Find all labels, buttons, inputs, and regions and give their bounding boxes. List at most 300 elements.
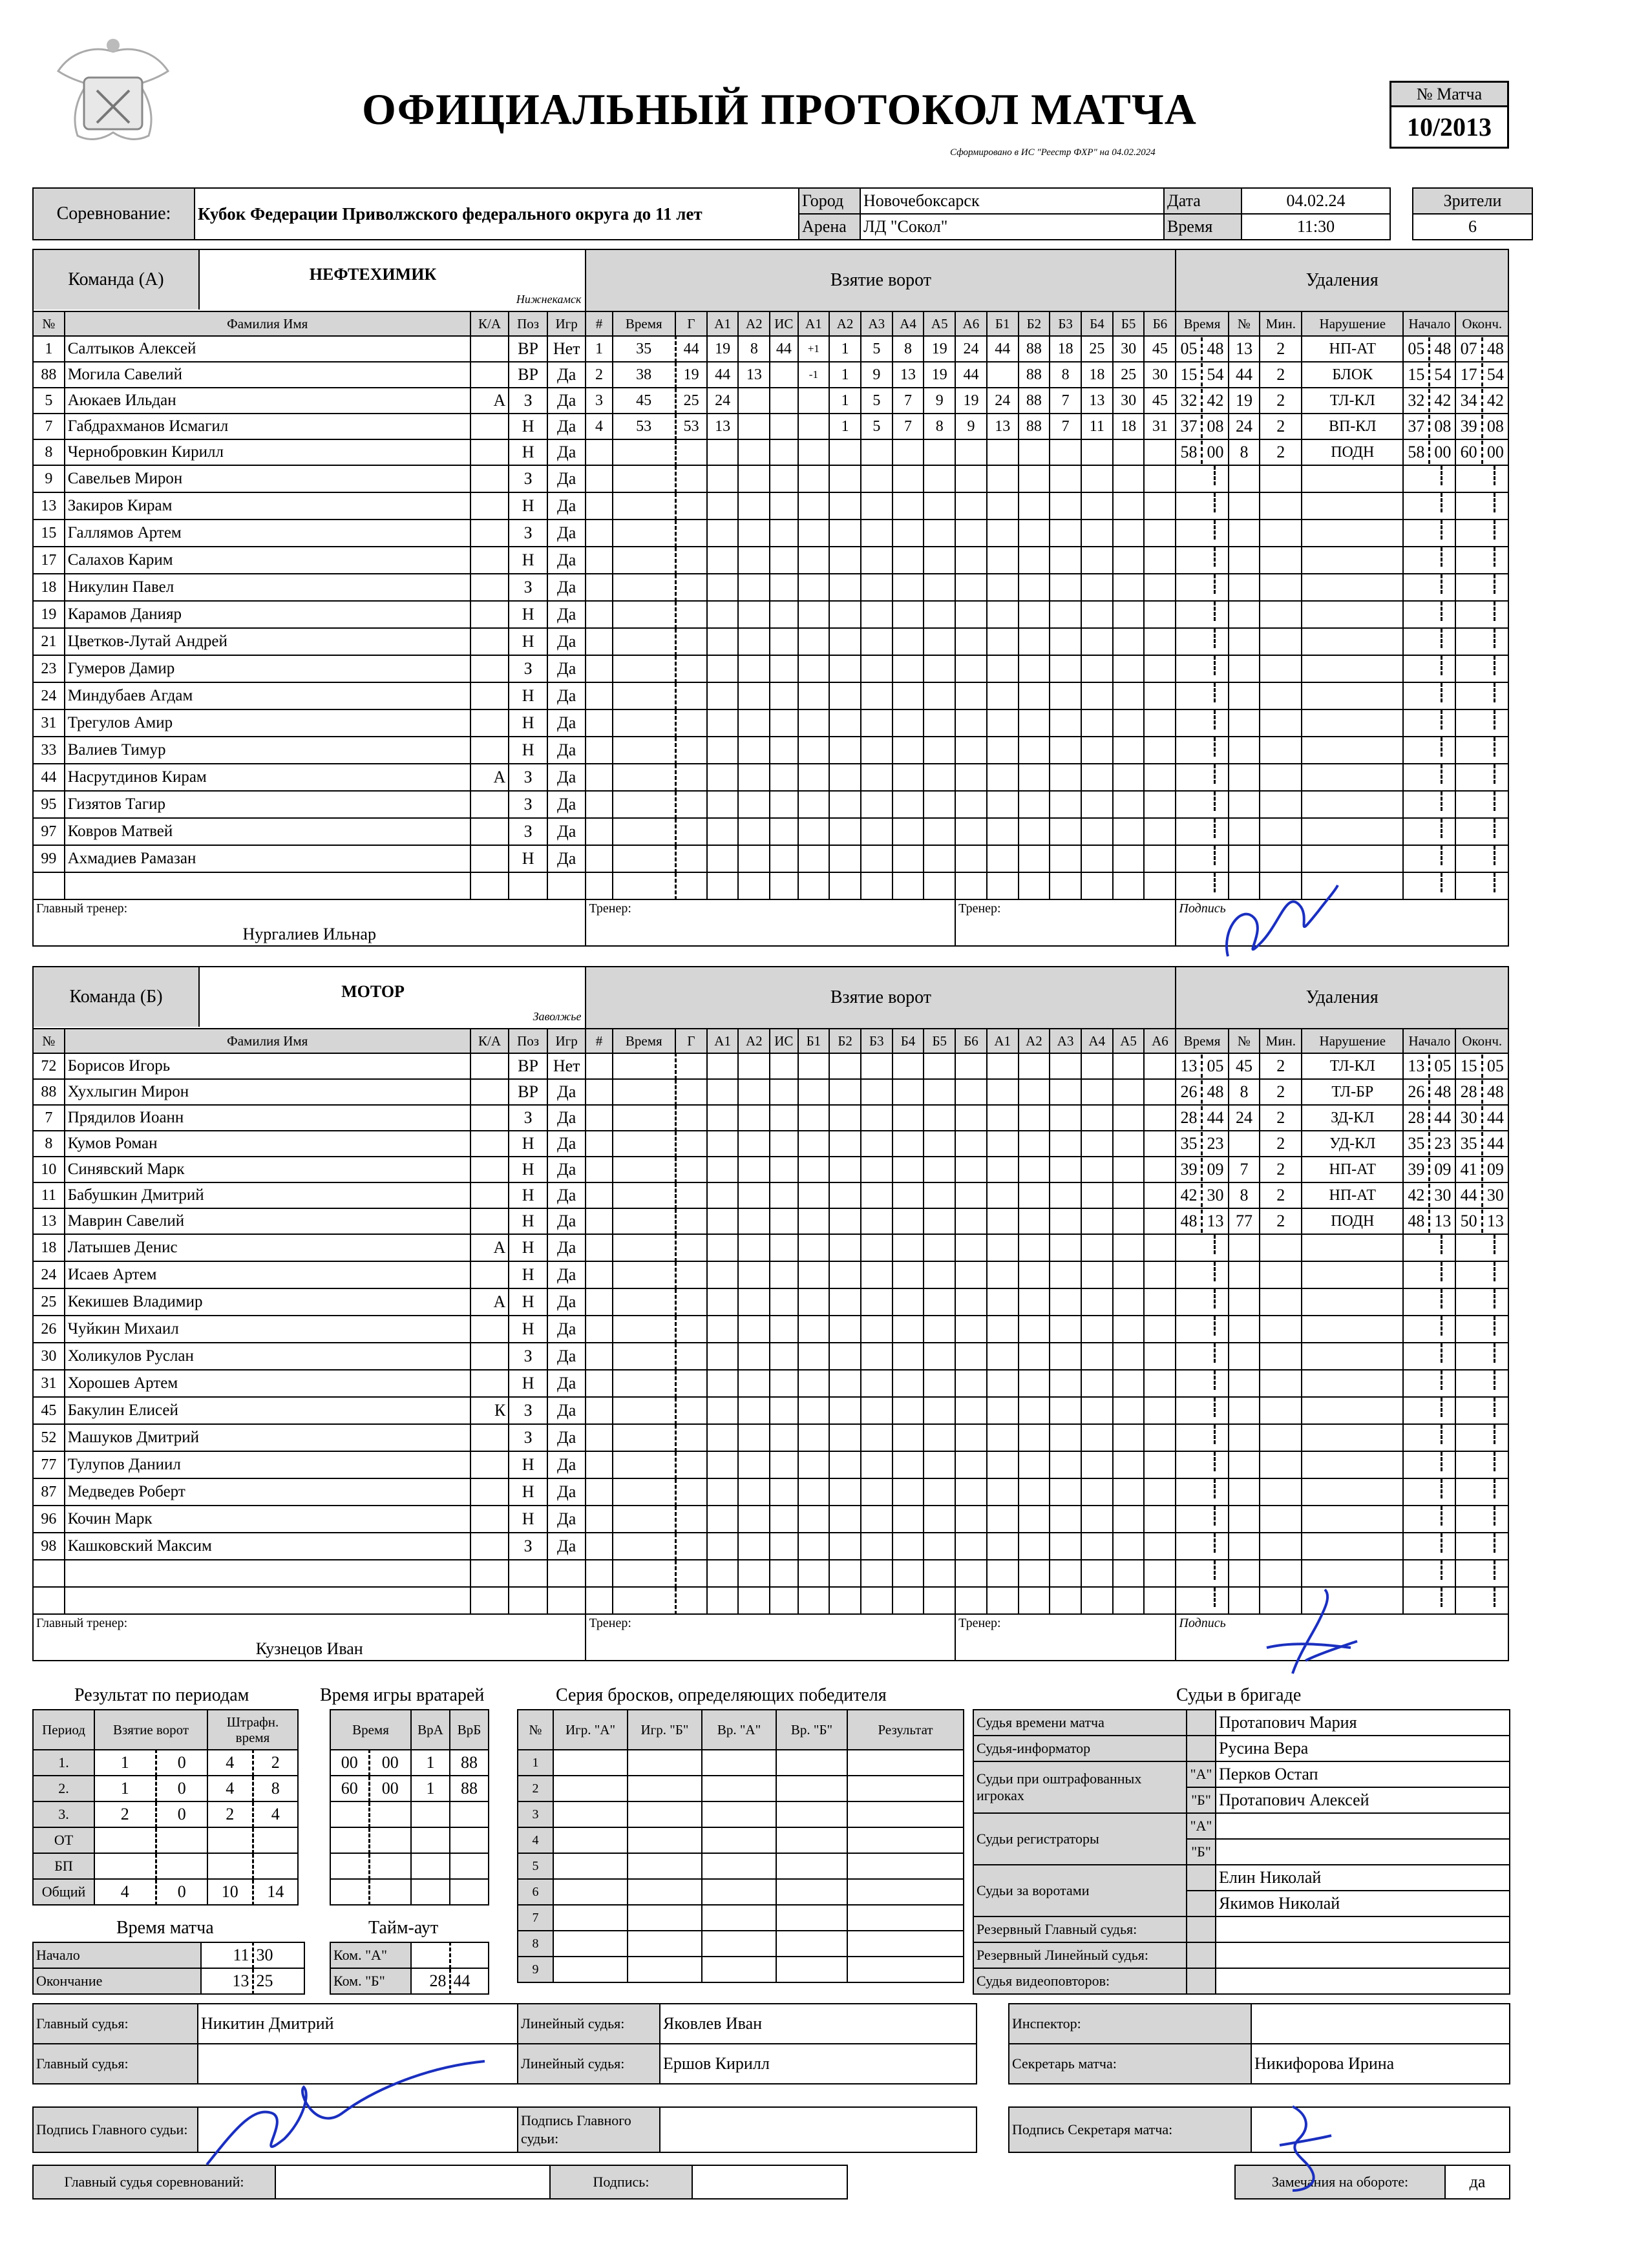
penalty-infraction [1302, 1478, 1403, 1506]
match-number-box [1389, 81, 1509, 149]
penalty-player [1229, 1131, 1260, 1157]
penalty-player [1229, 1533, 1260, 1560]
official-name [1216, 1813, 1510, 1839]
penalty-player: 24 [1229, 414, 1260, 439]
teamA-coach-label-1: Тренер: [589, 901, 631, 916]
period-value [156, 1827, 207, 1853]
official-role: Судья видеоповторов: [973, 1968, 1187, 1994]
penalty-time [1176, 1208, 1228, 1234]
penalty-end-sec: 44 [1486, 1108, 1504, 1127]
player-captain [470, 1533, 509, 1560]
player-number: 7 [33, 414, 65, 439]
penalty-infraction [1302, 655, 1403, 682]
penalty-time [1176, 1261, 1228, 1288]
teamA-h-col_b1: Б2 [1019, 311, 1050, 336]
penalty-start [1403, 1079, 1455, 1105]
player-number: 87 [33, 1478, 65, 1506]
shootout-row [518, 1853, 964, 1879]
penalty-minutes [1260, 574, 1302, 601]
teamB-h-pos: Поз [509, 1029, 547, 1053]
penalty-minutes: 2 [1260, 1053, 1302, 1079]
player-captain [470, 1105, 509, 1131]
penalty-player [1229, 1397, 1260, 1424]
table-row [33, 1506, 1508, 1533]
penalty-end [1455, 1157, 1508, 1182]
penalty-infraction: ВП-КЛ [1302, 414, 1403, 439]
penalty-end [1455, 520, 1508, 547]
penalty-minutes [1260, 709, 1302, 737]
matchtime-title: Время матча [116, 1918, 214, 1938]
penalty-end-min: 39 [1457, 415, 1483, 438]
penalty-time-min: 26 [1176, 1080, 1203, 1104]
goalie-row [330, 1853, 489, 1879]
player-captain [470, 791, 509, 818]
penalty-start [1403, 1157, 1455, 1182]
penalty-minutes: 2 [1260, 362, 1302, 388]
table-row [33, 1343, 1508, 1370]
penalty-end [1455, 1234, 1508, 1261]
penalty-start [1403, 601, 1455, 628]
goal-cell: 53 [675, 414, 707, 439]
penalty-start [1403, 845, 1455, 872]
penalty-time [1176, 1533, 1228, 1560]
teamB-head-coach: Кузнецов Иван [255, 1639, 363, 1658]
penalty-start [1403, 465, 1455, 492]
teamA-penalties-title: Удаления [1176, 249, 1508, 311]
player-position: Н [509, 1234, 547, 1261]
player-plays: Да [547, 388, 586, 414]
penalty-time [1176, 1234, 1228, 1261]
player-plays: Да [547, 628, 586, 655]
penalty-start [1403, 1288, 1455, 1316]
penalty-time-sec: 09 [1207, 1160, 1224, 1179]
penalty-player [1229, 682, 1260, 709]
penalty-start-min: 13 [1404, 1055, 1430, 1078]
city-label: Город [799, 188, 860, 214]
player-name: Маврин Савелий [65, 1208, 470, 1234]
player-plays: Да [547, 1478, 586, 1506]
period-label: 3. [33, 1801, 94, 1827]
player-name: Хухлыгин Мирон [65, 1079, 470, 1105]
teamB-head-coach-label: Главный тренер: [36, 1616, 128, 1630]
player-plays: Да [547, 1533, 586, 1560]
player-number: 99 [33, 845, 65, 872]
penalty-minutes [1260, 547, 1302, 574]
player-plays: Да [547, 1397, 586, 1424]
penalty-start [1403, 1053, 1455, 1079]
player-plays: Да [547, 1079, 586, 1105]
goalies-title: Время игры вратарей [320, 1685, 485, 1705]
period-row [33, 1750, 298, 1776]
competition-label: Соревнование: [33, 188, 195, 240]
teamA-h-pen_time: Время [1176, 311, 1228, 336]
goalie-value: 00 [369, 1776, 411, 1801]
penalty-player: 45 [1229, 1053, 1260, 1079]
shootout-header: Игр. "Б" [628, 1710, 702, 1750]
penalty-time [1176, 791, 1228, 818]
player-name: Карамов Данияр [65, 601, 470, 628]
penalty-player [1229, 1234, 1260, 1261]
penalty-start [1403, 628, 1455, 655]
goal-cell: 31 [1144, 414, 1176, 439]
player-name: Борисов Игорь [65, 1053, 470, 1079]
goalie-row [330, 1879, 489, 1905]
player-number: 9 [33, 465, 65, 492]
shootout-row [518, 1905, 964, 1931]
penalty-time [1176, 682, 1228, 709]
player-number: 13 [33, 492, 65, 520]
goalie-row [330, 1801, 489, 1827]
period-label: 1. [33, 1750, 94, 1776]
coach-a-signature [1215, 866, 1344, 969]
penalty-time [1176, 601, 1228, 628]
penalty-time-min: 13 [1176, 1055, 1203, 1078]
goal-cell: 7 [1050, 414, 1081, 439]
player-number: 1 [33, 336, 65, 362]
goal-cell: 88 [1019, 388, 1050, 414]
table-row [33, 1451, 1508, 1478]
teamA-h-col_a1: А2 [829, 311, 861, 336]
penalty-start-min: 35 [1404, 1132, 1430, 1155]
player-number: 88 [33, 362, 65, 388]
penalty-player [1229, 1370, 1260, 1397]
city: Новочебоксарск [860, 188, 1164, 214]
penalty-end [1455, 1424, 1508, 1451]
table-row [33, 601, 1508, 628]
penalty-end [1455, 1182, 1508, 1208]
table-row [33, 709, 1508, 737]
player-captain [470, 655, 509, 682]
player-captain [470, 709, 509, 737]
player-captain [470, 547, 509, 574]
penalty-minutes: 2 [1260, 1157, 1302, 1182]
table-row [33, 737, 1508, 764]
teamA-h-col_b2: Б3 [1050, 311, 1081, 336]
penalty-infraction [1302, 492, 1403, 520]
penalty-infraction: ПОДН [1302, 439, 1403, 465]
penalty-end-sec: 30 [1486, 1186, 1504, 1204]
goal-cell: 5 [861, 336, 893, 362]
official-role: Судьи регистраторы [973, 1813, 1187, 1865]
penalty-start-sec: 48 [1434, 1082, 1452, 1101]
teamB-h-pen_no: № [1229, 1029, 1260, 1053]
player-number: 95 [33, 791, 65, 818]
spectators-label: Зрители [1413, 188, 1532, 214]
official-row [973, 1942, 1510, 1968]
team-b-section [32, 966, 1509, 1677]
period-value: 8 [253, 1776, 298, 1801]
player-name: Могила Савелий [65, 362, 470, 388]
penalty-start-min: 39 [1404, 1158, 1430, 1181]
goalie-value: 1 [411, 1750, 450, 1776]
player-position: З [509, 764, 547, 791]
penalty-infraction [1302, 574, 1403, 601]
shootout-row [518, 1931, 964, 1957]
penalty-end [1455, 492, 1508, 520]
goal-cell: 13 [987, 414, 1019, 439]
teamB-h-col_a1: А1 [707, 1029, 739, 1053]
penalty-minutes [1260, 764, 1302, 791]
official-side [1187, 1710, 1216, 1736]
teamB-h-ka: К/А [470, 1029, 509, 1053]
penalty-time [1176, 1560, 1228, 1587]
table-row [33, 1131, 1508, 1157]
penalty-end [1455, 1560, 1508, 1587]
official-row [973, 1813, 1510, 1839]
line-ref-label-1: Линейный судья: [518, 2004, 660, 2044]
sig-label: Подпись: [550, 2165, 692, 2199]
player-name: Закиров Кирам [65, 492, 470, 520]
goalie-value: 88 [450, 1750, 489, 1776]
penalty-time [1176, 362, 1228, 388]
teamB-h-name: Фамилия Имя [65, 1029, 470, 1053]
player-position: З [509, 465, 547, 492]
penalty-time [1176, 574, 1228, 601]
player-position: Н [509, 1182, 547, 1208]
goal-cell: 30 [1144, 362, 1176, 388]
goal-cell: 45 [1144, 336, 1176, 362]
period-label: БП [33, 1853, 94, 1879]
goal-cell: 9 [861, 362, 893, 388]
player-plays: Да [547, 1182, 586, 1208]
player-name: Чуйкин Михаил [65, 1316, 470, 1343]
official-row [973, 1761, 1510, 1787]
shootout-row [518, 1827, 964, 1853]
goal-cell: 2 [586, 362, 612, 388]
player-position: Н [509, 1506, 547, 1533]
penalty-start-min: 05 [1404, 337, 1430, 361]
player-captain [470, 439, 509, 465]
penalty-player [1229, 764, 1260, 791]
period-value: 4 [253, 1801, 298, 1827]
inspector [1251, 2004, 1510, 2044]
period-row [33, 1879, 298, 1905]
table-row [33, 1316, 1508, 1343]
penalty-infraction [1302, 1234, 1403, 1261]
penalty-time-min: 28 [1176, 1106, 1203, 1129]
player-number: 23 [33, 655, 65, 682]
period-value [253, 1853, 298, 1879]
player-captain [470, 737, 509, 764]
penalty-player: 8 [1229, 1079, 1260, 1105]
penalty-start [1403, 1208, 1455, 1234]
period-row [33, 1853, 298, 1879]
penalty-time [1176, 414, 1228, 439]
player-number: 31 [33, 709, 65, 737]
table-row [33, 655, 1508, 682]
penalty-time [1176, 1506, 1228, 1533]
player-plays: Да [547, 601, 586, 628]
penalty-start [1403, 682, 1455, 709]
penalty-start [1403, 1261, 1455, 1288]
teamA-h-col_b5: Б6 [1144, 311, 1176, 336]
penalty-end [1455, 439, 1508, 465]
official-side: "Б" [1187, 1839, 1216, 1865]
goal-cell: 35 [613, 336, 675, 362]
shootout-row [518, 1879, 964, 1905]
penalty-minutes [1260, 818, 1302, 845]
penalty-end [1455, 764, 1508, 791]
penalty-time [1176, 1288, 1228, 1316]
player-captain [470, 1079, 509, 1105]
penalty-infraction [1302, 1370, 1403, 1397]
coach-b-signature [1254, 1583, 1370, 1680]
player-number: 11 [33, 1182, 65, 1208]
goal-cell: 19 [707, 336, 739, 362]
penalty-infraction [1302, 1288, 1403, 1316]
penalty-time [1176, 709, 1228, 737]
penalty-start [1403, 1397, 1455, 1424]
penalty-minutes [1260, 1370, 1302, 1397]
main-ref-label-2: Главный судья: [33, 2044, 198, 2084]
penalty-end [1455, 1397, 1508, 1424]
player-plays: Да [547, 1157, 586, 1182]
goal-cell: 4 [586, 414, 612, 439]
player-number: 18 [33, 1234, 65, 1261]
player-name: Прядилов Иоанн [65, 1105, 470, 1131]
player-number: 98 [33, 1533, 65, 1560]
table-row [33, 1182, 1508, 1208]
player-plays: Нет [547, 336, 586, 362]
penalty-end-sec: 48 [1486, 339, 1504, 358]
penalty-time [1176, 1451, 1228, 1478]
penalty-start-sec: 05 [1434, 1056, 1452, 1075]
player-position: Н [509, 1370, 547, 1397]
period-value: 0 [156, 1879, 207, 1905]
penalty-end-min: 15 [1457, 1055, 1483, 1078]
penalty-end-min: 30 [1457, 1106, 1483, 1129]
penalty-start [1403, 1424, 1455, 1451]
goalie-value: 88 [450, 1776, 489, 1801]
period-value [253, 1827, 298, 1853]
table-row [33, 492, 1508, 520]
period-value [94, 1853, 156, 1879]
penalty-end [1455, 791, 1508, 818]
teamA-h-col_b4: Б5 [1113, 311, 1145, 336]
player-position: ВР [509, 336, 547, 362]
teamB-h-play: Игр [547, 1029, 586, 1053]
teamA-h-col_a1: А1 [707, 311, 739, 336]
official-name: Протапович Мария [1216, 1710, 1510, 1736]
player-plays: Да [547, 1261, 586, 1288]
official-row [973, 1736, 1510, 1761]
teamA-name: НЕФТЕХИМИК [309, 265, 437, 284]
date: 04.02.24 [1241, 188, 1390, 214]
penalty-time [1176, 1053, 1228, 1079]
player-number: 8 [33, 439, 65, 465]
player-name: Ахмадиев Рамазан [65, 845, 470, 872]
player-plays: Да [547, 1288, 586, 1316]
goal-cell: 13 [893, 362, 924, 388]
period-label: Общий [33, 1879, 94, 1905]
goalie-row [330, 1827, 489, 1853]
player-name: Аюкаев Ильдан [65, 388, 470, 414]
player-plays: Да [547, 1316, 586, 1343]
player-number: 26 [33, 1316, 65, 1343]
player-position: З [509, 388, 547, 414]
penalty-end-min: 44 [1457, 1184, 1483, 1207]
competition-name: Кубок Федерации Приволжского федерального округа до 11 лет [195, 188, 799, 240]
line-ref-label-2: Линейный судья: [518, 2044, 660, 2084]
teamA-h-col_a3: А4 [893, 311, 924, 336]
teamB-h-col_a3: А4 [1081, 1029, 1113, 1053]
penalty-player [1229, 601, 1260, 628]
table-row [33, 1079, 1508, 1105]
penalty-end [1455, 737, 1508, 764]
penalty-time [1176, 1316, 1228, 1343]
teamB-h-col_b1: Б2 [829, 1029, 861, 1053]
table-row [33, 818, 1508, 845]
penalty-infraction [1302, 601, 1403, 628]
penalty-infraction [1302, 791, 1403, 818]
period-value: 2 [207, 1801, 253, 1827]
player-name: Синявский Марк [65, 1157, 470, 1182]
penalty-start [1403, 1478, 1455, 1506]
player-name: Цветков-Лутай Андрей [65, 628, 470, 655]
penalty-time-min: 48 [1176, 1210, 1203, 1233]
penalty-time [1176, 818, 1228, 845]
goal-cell: 13 [1081, 388, 1113, 414]
penalty-infraction: ТЛ-КЛ [1302, 388, 1403, 414]
shootout-header: Результат [847, 1710, 964, 1750]
penalty-time-min: 05 [1176, 337, 1203, 361]
player-captain [470, 336, 509, 362]
penalty-infraction [1302, 682, 1403, 709]
player-number: 18 [33, 574, 65, 601]
penalty-infraction [1302, 1316, 1403, 1343]
penalty-start [1403, 1131, 1455, 1157]
table-row [33, 1208, 1508, 1234]
official-side [1187, 1865, 1216, 1891]
officials-table [973, 1709, 1510, 1995]
player-position: Н [509, 601, 547, 628]
player-position: З [509, 818, 547, 845]
player-number: 77 [33, 1451, 65, 1478]
player-position: Н [509, 737, 547, 764]
player-plays: Да [547, 1105, 586, 1131]
penalty-end [1455, 655, 1508, 682]
player-name: Никулин Павел [65, 574, 470, 601]
penalty-player [1229, 791, 1260, 818]
period-value: 2 [253, 1750, 298, 1776]
player-number: 5 [33, 388, 65, 414]
player-captain [470, 1053, 509, 1079]
penalty-infraction [1302, 764, 1403, 791]
goal-cell: 5 [861, 414, 893, 439]
periods-table [32, 1709, 299, 1906]
penalty-start [1403, 520, 1455, 547]
player-name: Ковров Матвей [65, 818, 470, 845]
player-captain [470, 1208, 509, 1234]
player-position: Н [509, 628, 547, 655]
player-number: 7 [33, 1105, 65, 1131]
player-captain [470, 574, 509, 601]
teamA-h-pen_min: Мин. [1260, 311, 1302, 336]
penalty-minutes [1260, 1478, 1302, 1506]
teamB-coach-label-1: Тренер: [589, 1616, 631, 1630]
player-position: Н [509, 547, 547, 574]
table-row [33, 520, 1508, 547]
teamA-h-pen_no: № [1229, 311, 1260, 336]
penalty-end [1455, 465, 1508, 492]
player-plays: Да [547, 547, 586, 574]
teamA-head-coach-cell [33, 899, 586, 946]
period-row [33, 1776, 298, 1801]
penalty-minutes [1260, 601, 1302, 628]
penalty-infraction [1302, 1397, 1403, 1424]
teamA-h-no: № [33, 311, 65, 336]
official-side [1187, 1891, 1216, 1916]
